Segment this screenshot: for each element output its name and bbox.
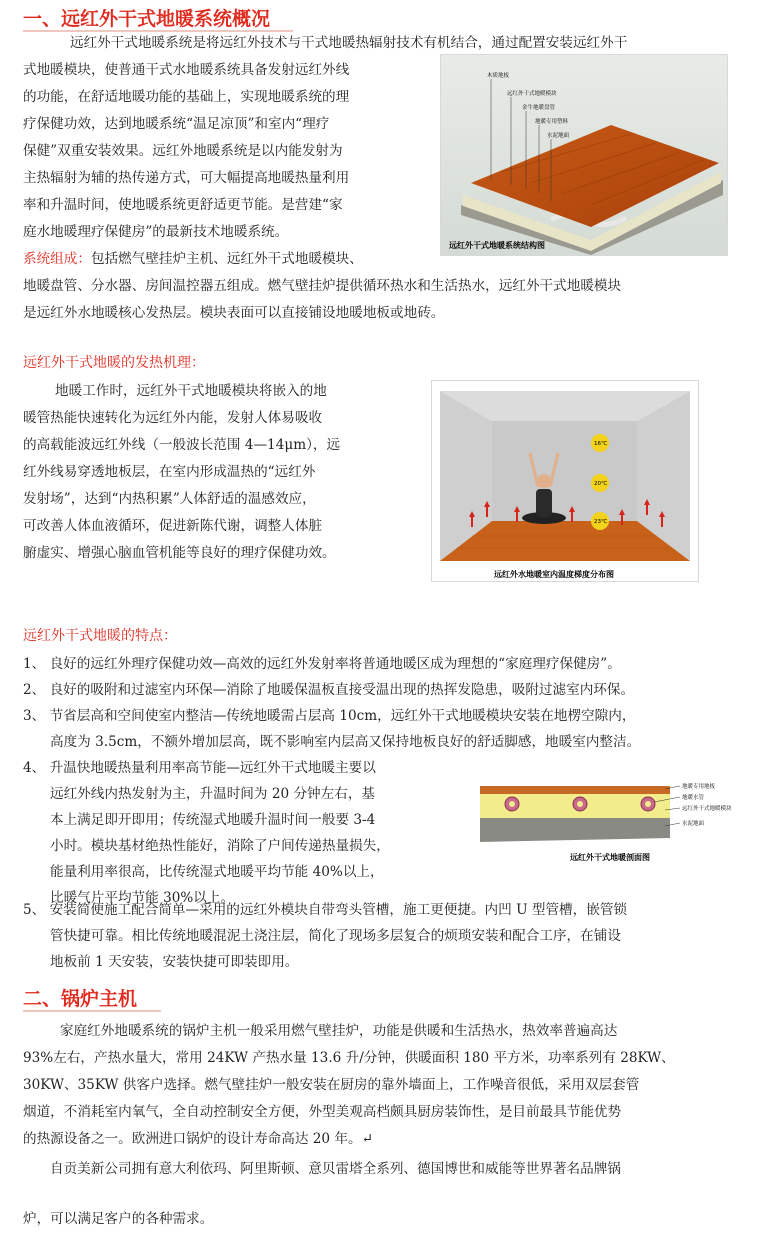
structure-label-4: 地暖专用塑料: [535, 119, 569, 125]
section-label-2: 地暖水管: [682, 795, 705, 801]
structure-caption: 远红外干式地暖系统结构图: [449, 241, 545, 250]
structure-label-1: 木质地板: [487, 73, 510, 79]
composition-line-2: 地暖盘管、分水器、房间温控器五组成。燃气壁挂炉提供循环热水和生活热水，远红外干式地暖模块: [23, 278, 622, 294]
mechanism-title: 远红外干式地暖的发热机理：: [23, 355, 205, 371]
mechanism-line-1: 地暖工作时，远红外干式地暖模块将嵌入的地: [55, 383, 327, 399]
mechanism-line-6: 可改善人体血液循环，促进新陈代谢，调整人体脏: [23, 518, 323, 534]
feature-item-4-line-3: 本上满足即开即用；传统湿式地暖升温时间一般要 3-4: [50, 812, 376, 828]
section2-line-4: 烟道，不消耗室内氧气，全自动控制安全方便，外型美观高档颇具厨房装饰性，是目前最具节能优势: [23, 1104, 622, 1120]
feature-item-5-line-1: 5、 安装简便施工配合简单—采用的远红外模块自带弯头管槽，施工更便捷。内凹 U 型管槽，嵌管锁: [23, 902, 628, 918]
temp-label-2: 20℃: [594, 481, 608, 487]
room-caption: 远红外水地暖室内温度梯度分布图: [494, 570, 614, 579]
mechanism-line-7: 腑虚实、增强心脑血管机能等良好的理疗保健功效。: [23, 545, 336, 561]
section1-line-7: 率和升温时间，使地暖系统更舒适更节能。是营建“家: [23, 197, 343, 213]
feature-item-3-line-2: 高度为 3.5cm，不额外增加层高，既不影响室内层高又保持地板良好的舒适脚感，地暖室内整洁。: [50, 734, 641, 750]
section2-line-2: 93%左右，产热水量大，常用 24KW 产热水量 13.6 升/分钟，供暖面积 180 平方米，功率系列有 28KW、: [23, 1050, 675, 1066]
feature-item-4-line-4: 小时。模块基材绝热性能好，消除了户间传递热量损失，: [50, 838, 390, 854]
section2-title: 二、锅炉主机: [23, 984, 137, 1011]
section1-line-6: 主热辐射为辅的热传递方式，可大幅提高地暖热量利用: [23, 170, 350, 186]
section2-line-3: 30KW、35KW 供客户选择。燃气壁挂炉一般安装在厨房的靠外墙面上，工作噪音很低，采用双层套管: [23, 1077, 640, 1093]
section-label-3: 远红外干式地暖模块: [682, 806, 732, 812]
structure-label-2: 远红外干式地暖模块: [507, 91, 557, 97]
mechanism-line-4: 红外线易穿透地板层，在室内形成温热的“远红外: [23, 464, 316, 480]
composition-line-3: 是远红外水地暖核心发热层。模块表面可以直接铺设地暖地板或地砖。: [23, 305, 445, 321]
structure-label-3: 金牛地暖盘管: [522, 105, 556, 111]
feature-item-5-line-2: 管快捷可靠。相比传统地暖混泥土浇注层，简化了现场多层复合的烦琐安装和配合工序，在铺设: [50, 928, 621, 944]
brand-line-2: 炉，可以满足客户的各种需求。: [23, 1211, 214, 1227]
mechanism-line-2: 暖管热能快速转化为远红外内能，发射人体易吸收: [23, 410, 323, 426]
structure-label-5: 水泥地面: [547, 133, 570, 139]
feature-item-4-line-5: 能量利用率很高，比传统湿式地暖平均节能 40%以上，: [50, 864, 384, 880]
section1-line-8: 庭水地暖理疗保健房”的最新技术地暖系统。: [23, 224, 289, 240]
composition-line-1: 系统组成：包括燃气壁挂炉主机、远红外干式地暖模块、: [23, 251, 363, 267]
room-figure: [431, 380, 699, 582]
section1-line-4: 疗保健功效，达到地暖系统“温足凉顶”和室内“理疗: [23, 116, 330, 132]
section-label-1: 地暖专用地板: [682, 784, 716, 790]
section-figure: [440, 780, 746, 872]
section1-line-3: 的功能，在舒适地暖功能的基础上，实现地暖系统的理: [23, 89, 350, 105]
structure-figure: [440, 54, 728, 256]
temp-label-3: 23℃: [594, 519, 608, 525]
feature-item-4-line-1: 4、 升温快地暖热量利用率高节能—远红外干式地暖主要以: [23, 760, 376, 776]
composition-label: 系统组成：: [23, 251, 91, 267]
section2-line-1: 家庭红外地暖系统的锅炉主机一般采用燃气壁挂炉，功能是供暖和生活热水，热效率普遍高达: [60, 1023, 618, 1039]
section-label-4: 水泥地面: [682, 821, 705, 827]
section-figure-image: [440, 780, 746, 872]
section1-line-2: 式地暖模块，使普通干式水地暖系统具备发射远红外线: [23, 62, 350, 78]
section1-line-5: 保健”双重安装效果。远红外地暖系统是以内能发射为: [23, 143, 343, 159]
feature-item-5-line-3: 地板前 1 天安装，安装快捷可即装即用。: [50, 954, 299, 970]
section-caption: 远红外干式地暖剖面图: [570, 853, 650, 862]
section1-title: 一、远红外干式地暖系统概况: [23, 4, 270, 31]
section1-line-1: 远红外干式地暖系统是将远红外技术与干式地暖热辐射技术有机结合，通过配置安装远红外干: [70, 35, 628, 51]
feature-item-1: 1、 良好的远红外理疗保健功效—高效的远红外发射率将普通地暖区成为理想的“家庭理疗保健房”。: [23, 656, 621, 672]
structure-figure-image: [441, 55, 727, 255]
features-title: 远红外干式地暖的特点：: [23, 628, 177, 644]
section2-line-5: 的热源设备之一。欧洲进口锅炉的设计寿命高达 20 年。↵: [23, 1131, 373, 1147]
mechanism-line-3: 的高载能波远红外线（一般波长范围 4—14μm），远: [23, 437, 341, 453]
feature-item-2: 2、 良好的吸附和过滤室内环保—消除了地暖保温板直接受温出现的热挥发隐患，吸附过滤室内环保。: [23, 682, 635, 698]
brand-line-1: 自贡美新公司拥有意大利依玛、阿里斯顿、意贝雷塔全系列、德国博世和威能等世界著名品牌锅: [50, 1161, 621, 1177]
room-figure-image: [432, 381, 698, 581]
feature-item-3-line-1: 3、 节省层高和空间使室内整洁—传统地暖需占层高 10cm，远红外干式地暖模块安装在地楞空隙内，: [23, 708, 636, 724]
feature-item-4-line-2: 远红外线内热发射为主，升温时间为 20 分钟左右，基: [50, 786, 376, 802]
feature-item-4-line-6: 比暖气片平均节能 30%以上。: [50, 890, 235, 906]
temp-label-1: 16℃: [594, 441, 608, 447]
mechanism-line-5: 发射场”，达到“内热积累”人体舒适的温感效应，: [23, 491, 316, 507]
